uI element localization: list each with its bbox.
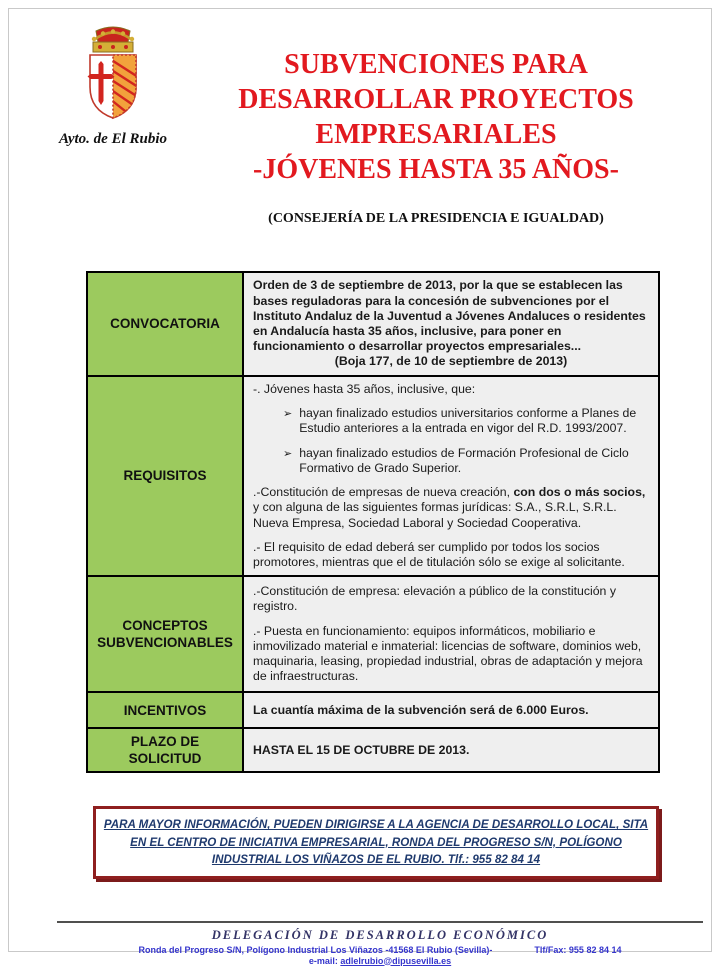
footer-email-label: e-mail: [308,955,338,966]
info-line: EN EL CENTRO DE INICIATIVA EMPRESARIAL, RONDA DEL PROGRESO S/N, POLÍGONO [130,835,622,849]
row-label-convocatoria: CONVOCATORIA [87,272,243,376]
footer-phone: Tlf/Fax: 955 82 84 14 [534,944,622,955]
requisitos-intro: -. Jóvenes hasta 35 años, inclusive, que: [253,382,476,396]
row-content-conceptos [243,576,659,692]
footer [57,921,703,966]
row-content-plazo: HASTA EL 15 DE OCTUBRE DE 2013. [243,728,659,772]
table-row [87,692,659,728]
row-label-plazo: PLAZO DE SOLICITUD [87,728,243,772]
page-subtitle: (CONSEJERÍA DE LA PRESIDENCIA E IGUALDAD) [268,211,604,226]
table-row [87,576,659,692]
requisitos-constitucion: .-Constitución de empresas de nueva creación, con dos o más socios, y con alguna de las siguientes formas jurídicas: S.A., S.R.L, S.R.L. Nueva Empresa, Sociedad Laboral y Sociedad Cooperativa. [253,485,646,530]
subsidy-info-table [86,271,660,773]
table-row [87,272,659,376]
row-label-conceptos: CONCEPTOS SUBVENCIONABLES [87,576,243,692]
requisitos-bullet: ➢ hayan finalizado estudios universitarios conforme a Planes de Estudio anteriores a la entrada en vigor del R.D. 1993/2007. [283,406,649,436]
convocatoria-boja: (Boja 177, de 10 de septiembre de 2013) [334,354,568,369]
row-label-incentivos: INCENTIVOS [87,692,243,728]
requisitos-edad: .- El requisito de edad deberá ser cumplido por todos los socios promotores, mientras que el de titulación sólo se exige al solicitante. [253,539,625,570]
title-line: DESARROLLAR PROYECTOS [238,84,634,115]
title-block [187,25,685,227]
footer-department: DELEGACIÓN DE DESARROLLO ECONÓMICO [211,927,549,942]
conceptos-constitucion: .-Constitución de empresa: elevación a público de la constitución y registro. [253,584,616,614]
logo-block [39,25,187,227]
footer-address: Ronda del Progreso S/N, Polígono Industrial Los Viñazos -41568 El Rubio (Sevilla)- [138,944,493,955]
document-page [8,8,712,966]
row-label-requisitos: REQUISITOS [87,376,243,576]
row-content-incentivos: La cuantía máxima de la subvención será de 6.000 Euros. [243,692,659,728]
convocatoria-text: Orden de 3 de septiembre de 2013, por la que se establecen las bases reguladoras para la concesión de subvenciones por el Instituto Andaluz de la Juventud a Jóvenes Andaluces o residentes en Andalucía hasta 35 años, inclusive, para poner en funcionamiento o desarrollar proyectos empresariales... [253,278,646,354]
row-content-requisitos [243,376,659,576]
footer-email-link[interactable]: adlelrubio@dipusevilla.es [340,955,452,966]
conceptos-puesta: .- Puesta en funcionamiento: equipos informáticos, mobiliario e inmovilizado material e inmaterial: licencias de software, dominios web, maquinaria, leasing, propiedad industrial, obras de adaptación y mejora de infraestructuras. [253,623,643,684]
requisitos-bullet: ➢ hayan finalizado estudios de Formación Profesional de Ciclo Formativo de Grado Superior. [283,446,649,476]
info-line: INDUSTRIAL LOS VIÑAZOS DE EL RUBIO. Tlf.: 955 82 84 14 [211,853,541,867]
more-info-box [93,806,659,878]
row-content-convocatoria [243,272,659,376]
table-row [87,376,659,576]
el-rubio-crest-icon [72,27,154,127]
table-row [87,728,659,772]
title-line: SUBVENCIONES PARA [284,49,588,80]
footer-address-line [57,945,703,955]
footer-email-line [57,956,703,966]
title-line: EMPRESARIALES [315,119,557,150]
header [39,25,685,227]
info-line: PARA MAYOR INFORMACIÓN, PUEDEN DIRIGIRSE A LA AGENCIA DE DESARROLLO LOCAL, SITA [103,818,649,832]
title-line: -JÓVENES HASTA 35 AÑOS- [253,154,619,185]
logo-caption: Ayto. de El Rubio [58,131,168,147]
page-title [187,47,685,187]
